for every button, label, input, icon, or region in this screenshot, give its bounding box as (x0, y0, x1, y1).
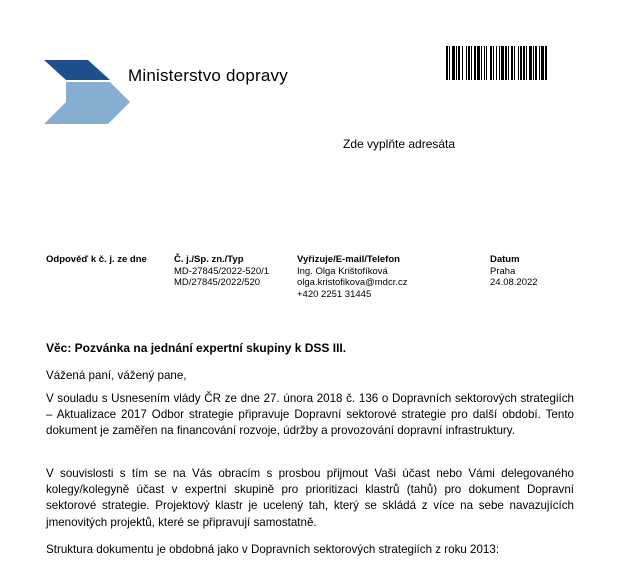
organization-name: Ministerstvo dopravy (128, 66, 288, 85)
handler-label: Vyřizuje/E-mail/Telefon (297, 254, 400, 265)
reference-number-line2: MD/27845/2022/520 (174, 277, 261, 288)
handler-column (297, 254, 407, 300)
reference-number-label: Č. j./Sp. zn./Typ (174, 254, 244, 265)
handler-email: olga.kristofikova@mdcr.cz (297, 277, 408, 288)
reference-number-line1: MD-27845/2022-520/1 (174, 265, 270, 277)
reply-reference-label: Odpověď k č. j. ze dne (46, 254, 147, 265)
addressee-placeholder: Zde vyplňte adresáta (343, 137, 456, 151)
date-column (490, 254, 538, 289)
logo-dark-chevron (44, 60, 110, 80)
date-label: Datum (490, 254, 520, 265)
reply-reference-column (46, 254, 147, 266)
handler-name: Ing. Olga Krištofíková (297, 265, 388, 277)
letter-paragraph-2: V souvislosti s tím se na Vás obracím s prosbou přijmout Vaši účast nebo Vámi delegovaného kolegy/kolegyně účast v expertní skupině pro prioritizaci klastrů (tahů) pro dokument Dopravní sektorové strategie. Projektový klastr je ucelený tah, který se skládá z více na sebe navazujících jmenovitých projektů, které se připravují samostatně. (46, 467, 574, 529)
letter-paragraph-1: V souladu s Usnesením vlády ČR ze dne 27. února 2018 č. 136 o Dopravních sektorových strategiích – Aktualizace 2017 Odbor strategie připravuje Dopravní sektorové strategie pro další období. Tento dokument je zaměřen na financování rozvoje, údržby a provozování dopravní infrastruktury. (46, 392, 574, 438)
letter-subject: Věc: Pozvánka na jednání expertní skupiny k DSS III. (46, 341, 347, 355)
date-value: 24.08.2022 (490, 277, 538, 288)
handler-phone: +420 2251 31445 (297, 288, 372, 300)
ministry-logo-icon (44, 58, 130, 126)
letter-paragraph-3: Struktura dokumentu je obdobná jako v Dopravních sektorových strategiích z roku 2013: (46, 543, 500, 556)
reference-number-column (174, 254, 269, 289)
letter-greeting: Vážená paní, vážený pane, (46, 369, 187, 382)
barcode-icon (446, 46, 610, 80)
logo-light-chevron (44, 82, 130, 124)
date-place: Praha (490, 265, 516, 277)
